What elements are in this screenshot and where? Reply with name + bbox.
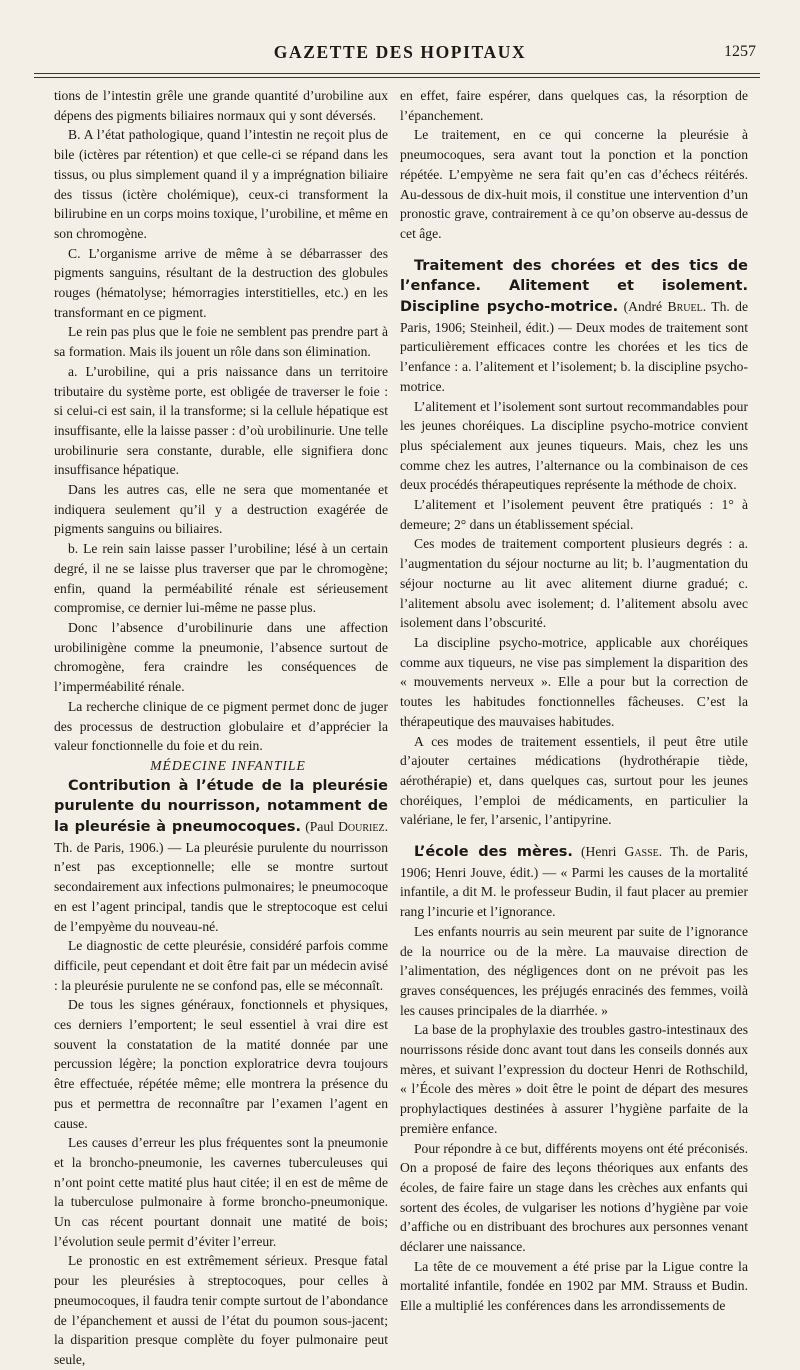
paragraph: De tous les signes généraux, fonctionnels et physiques, ces derniers l’emportent; le seul essentiel à vrai dire est souvent la constatation de la matité donnée par une percussion légère; la ponction exploratrice devra toujours être effectuée, répétée même; elle montrera la présence du pus et permettra de reconnaître par l’examen l’agent en cause. — [54, 997, 388, 1131]
paragraph: Le traitement, en ce qui concerne la pleurésie à pneumocoques, sera avant tout la ponction et la ponction répétée. L’empyème ne sera fait qu’en cas d’échecs réitérés. Au-dessous de dix-huit mois, il constitue une intervention d’un pronostic grave, contrairement à ce qu’on observe au-dessus de cet âge. — [400, 127, 748, 241]
right-column — [400, 86, 748, 1316]
paragraph: La tête de ce mouvement a été prise par la Ligue contre la mortalité infantile, fondée en 1902 par MM. Strauss et Budin. Elle a multiplié les conférences dans les arrondissements de — [400, 1258, 748, 1314]
article-paragraph — [54, 776, 388, 937]
paragraph: Le rein pas plus que le foie ne semblent pas prendre part à sa formation. Mais ils jouent un rôle dans son élimination. — [54, 324, 388, 360]
paragraph: L’alitement et l’isolement peuvent être pratiqués : 1° à demeure; 2° dans un établissement spécial. — [400, 497, 748, 532]
paragraph: A ces modes de traitement essentiels, il peut être utile d’ajouter certaines médications (hydrothérapie tiède, aérothérapie) et, dans quelques cas, surtout pour les jeunes choréiques, l’emploi de médicaments, en particulier la valériane, le fer, l’arsenic, l’antipyrine. — [400, 733, 748, 828]
paragraph: tions de l’intestin grêle une grande quantité d’urobiline aux dépens des pigments biliaires normaux qui y sont déversés. — [54, 88, 388, 123]
paragraph: C. L’organisme arrive de même à se débarrasser des pigments sanguins, résultant de la destruction des globules rouges (hématolyse; hémorragies interstitielles, etc.) en les transformant en ce pigment. — [54, 245, 388, 320]
left-column — [54, 86, 388, 1370]
paragraph: La base de la prophylaxie des troubles gastro-intestinaux des nourrissons réside donc avant tout dans les conseils donnés aux mères, et suivant l’expression du docteur Henri de Rothschild, « l’École des mères » doit être le point de départ des mesures prophylactiques destinées à assurer l’hygiène parfaite de la première enfance. — [400, 1022, 748, 1136]
page-header — [40, 28, 760, 68]
paragraph: Ces modes de traitement comportent plusieurs degrés : a. l’augmentation du séjour nocturne au lit; b. l’augmentation du séjour nocturne au lit avec alitement diurne gradué; c. l’alitement absolu avec isolement; d. l’alitement absolu avec isolement dans l’obscurité. — [400, 536, 748, 631]
journal-title: GAZETTE DES HOPITAUX — [273, 42, 527, 62]
paragraph: Donc l’absence d’urobilinurie dans une affection urobilinigène comme la pneumonie, l’absence surtout de chromogène, fera craindre les conséquences de l’imperméabilité rénale. — [54, 619, 388, 695]
page-number: 1257 — [724, 43, 756, 60]
paragraph: Le diagnostic de cette pleurésie, considéré parfois comme difficile, peut cependant et doit être fait par un médecin avisé : la pleurésie purulente ne se confond pas, elle se méconnaît. — [54, 938, 388, 993]
article-title: Contribution à l’étude de la pleurésie purulente du nourrisson, notamment de la pleurésie à pneumocoques. — [54, 777, 388, 836]
section-heading: MÉDECINE INFANTILE — [150, 757, 306, 773]
article-paragraph — [400, 256, 748, 397]
paragraph: La recherche clinique de ce pigment permet donc de juger des processus de destruction globulaire et d’apprécier la valeur fonctionnelle du foie et du rein. — [54, 698, 388, 754]
article-body: . Th. de Paris, 1906; Steinheil, édit.) — Deux modes de traitement sont particulièrement efficaces contre les chorées et les tics de l’enfance : a. l’alitement et l’isolement; b. la discipline psycho-motrice. — [400, 299, 749, 394]
article-body: . Th. de Paris, 1906.) — La pleurésie purulente du nourrisson n’est pas exceptionnelle; elle se montre surtout secondairement aux infections pulmonaires; le pneumocoque en est l’agent principal, tandis que le streptocoque est celui de l’empyème du nouveau-né. — [54, 819, 388, 934]
paragraph: Pour répondre à ce but, différents moyens ont été préconisés. On a proposé de faire des leçons théoriques aux enfants des écoles, de faire faire un stage dans les crèches aux enfants qui sortent des écoles, de vulgariser les notions d’hygiène par voie d’affiche ou en distribuant des brochures aux personnes venant déclarer une naissance. — [400, 1140, 748, 1255]
header-rule-bottom — [34, 77, 760, 78]
article-author: Bruel — [667, 299, 703, 315]
paragraph: a. L’urobiline, qui a pris naissance dans un territoire tributaire du système porte, est obligée de traverser le foie : si celui-ci est sain, il la transforme; si la cellule hépatique est insuffisante, elle la laisse passer : d’où urobilinurie. Une telle urobilinurie sera constante, durable, elle signifiera donc insuffisance hépatique. — [54, 363, 388, 478]
paragraph: en effet, faire espérer, dans quelques cas, la résorption de l’épanchement. — [400, 88, 748, 123]
paragraph: L’alitement et l’isolement sont surtout recommandables pour les jeunes choréiques. La discipline psycho-motrice convient plus spécialement aux jeunes tiqueurs. Mais, chez les uns comme chez les autres, l’alternance ou la combinaison de ces deux procédés thérapeutiques représente la méthode de choix. — [400, 398, 748, 493]
article-author: Douriez — [338, 819, 385, 835]
article-body: . Th. de Paris, 1906; Henri Jouve, édit.) — « Parmi les causes de la mortalité infantile, a dit M. le professeur Budin, il faut placer au premier rang l’incurie et l’ignorance. — [400, 844, 748, 920]
header-rule-top — [34, 73, 760, 74]
article-author-prefix: (André — [623, 299, 663, 315]
spacer — [400, 244, 748, 256]
paragraph: Les enfants nourris au sein meurent par suite de l’ignorance de la nourrice ou de la mère. La mauvaise direction de l’alimentation, des négligences dont on ne prévoit pas les graves conséquences, les préjugés enracinés des femmes, voilà les causes principales de la diarrhée. » — [400, 923, 748, 1018]
article-author-prefix: (Henri — [580, 844, 617, 860]
paragraph: Le pronostic en est extrêmement sérieux. Presque fatal pour les pleurésies à streptocoques, pour celles à pneumocoques, il faudra tenir compte surtout de l’abondance de l’épanchement et aussi de l’état du poumon sous-jacent; la disparition presque complète du foyer pulmonaire peut seule, — [54, 1253, 388, 1367]
article-title: L’école des mères. — [414, 844, 573, 861]
paragraph: Dans les autres cas, elle ne sera que momentanée et indiquera seulement qu’il y a destruction exagérée de pigments sanguins ou biliaires. — [54, 482, 388, 537]
paragraph: b. Le rein sain laisse passer l’urobiline; lésé à un certain degré, il ne se laisse plus traverser que par le chromogène; enfin, quand la perméabilité rénale est sérieusement compromise, ce dernier lui-même ne passe plus. — [54, 541, 388, 616]
article-author-prefix: (Paul — [305, 819, 334, 835]
paragraph: La discipline psycho-motrice, applicable aux choréiques comme aux tiqueurs, ne vise pas simplement la disparition des « mouvements nerveux ». Elle a pour but la correction de toutes les habitudes fonctionnelles fâcheuses. C’est la thérapeutique des mauvaises habitudes. — [400, 634, 748, 729]
article-author: Gasse — [624, 844, 659, 860]
paragraph: B. A l’état pathologique, quand l’intestin ne reçoit plus de bile (ictères par rétention) et que celle-ci se répand dans les tissus, ou plus simplement quand il y a imprégnation biliaire des tissus (ictère cholémique), ceux-ci transforment la bilirubine en un corps moins toxique, l’urobiline, et même en son chromogène. — [54, 127, 388, 241]
paragraph: Les causes d’erreur les plus fréquentes sont la pneumonie et la broncho-pneumonie, les cavernes tuberculeuses qui n’ont point cette matité plus haut citée; il en est de même de la tuberculose pulmonaire à forme broncho-pneumonique. Un cas récent pourtant donnait une matité de bois; l’évolution seule permit d’éviter l’erreur. — [54, 1135, 388, 1249]
spacer — [400, 830, 748, 842]
article-title: Traitement des chorées et des tics de l’enfance. Alitement et isolement. Discipline psycho-motrice. — [400, 257, 748, 316]
article-paragraph — [400, 842, 748, 922]
